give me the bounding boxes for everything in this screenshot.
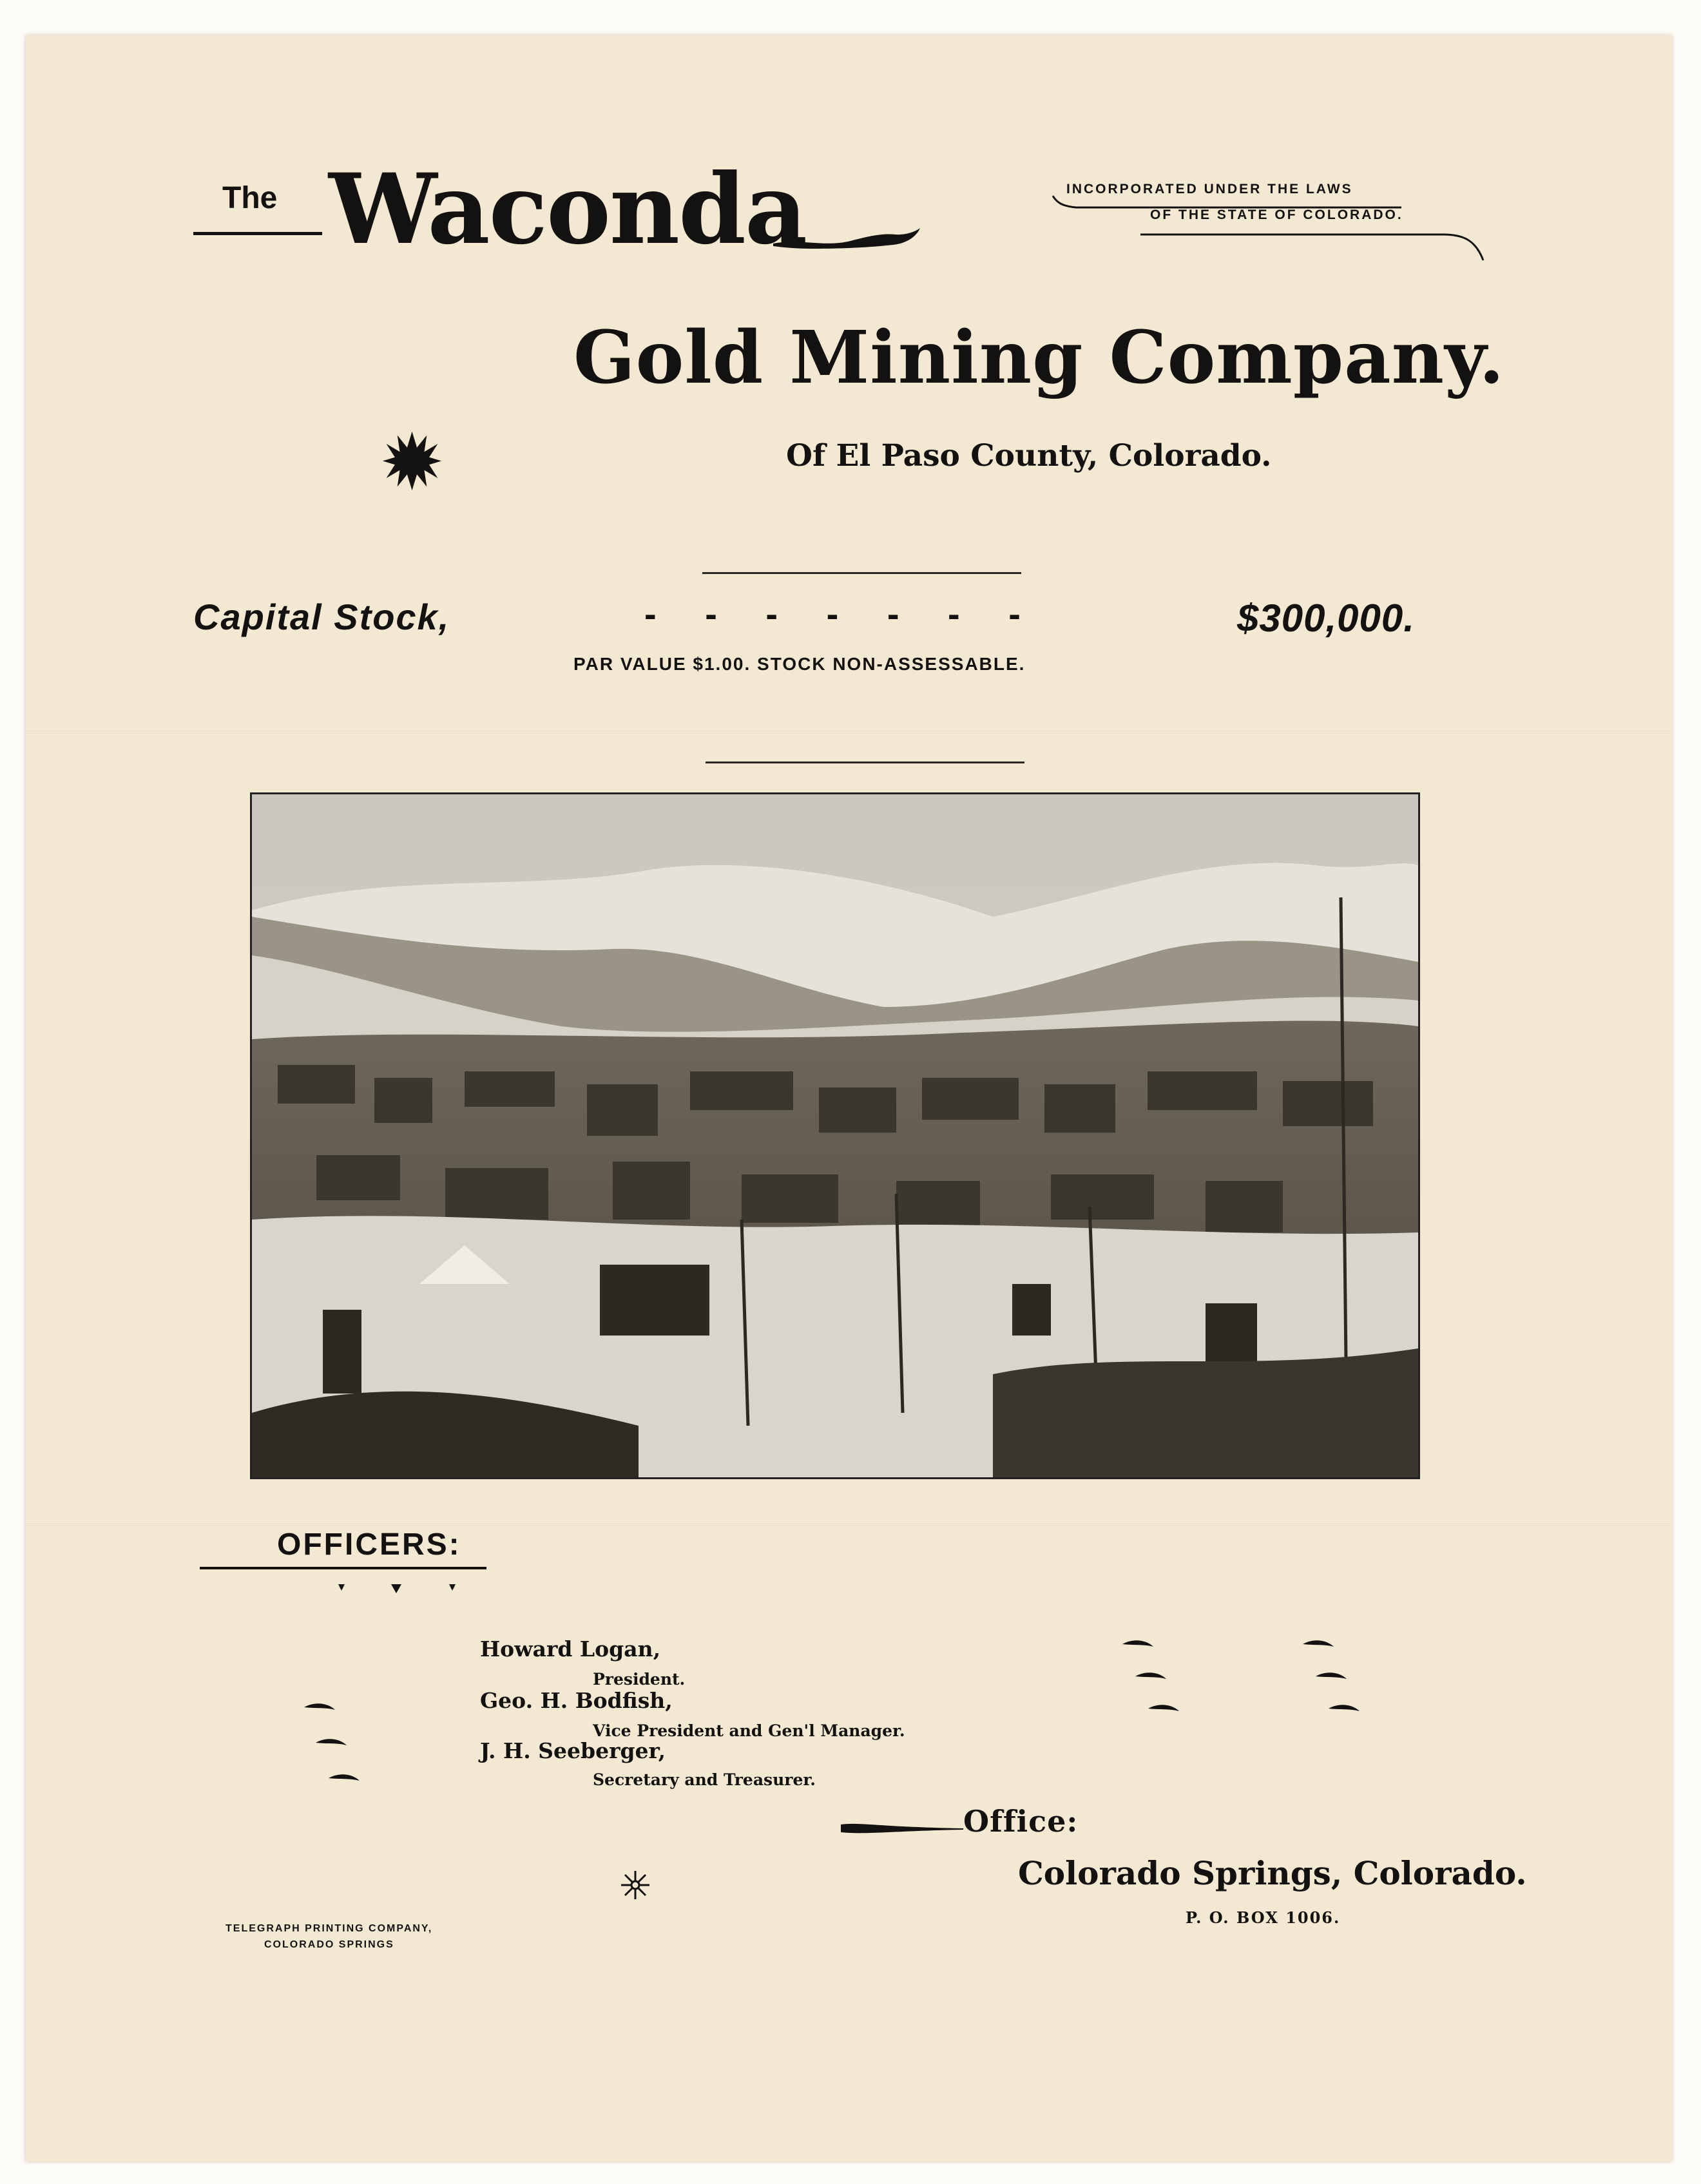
flower-ornament-icon: [619, 1868, 652, 1902]
officers-underline: [200, 1567, 486, 1569]
leaf-ornament-right-icon: [1121, 1636, 1379, 1720]
office-swash-rule: [841, 1821, 963, 1836]
officers-triangle-ornaments: [338, 1582, 461, 1595]
office-heading: Office:: [963, 1804, 1079, 1839]
title-the: The: [222, 181, 278, 215]
officer-name: Geo. H. Bodfish,: [480, 1688, 673, 1713]
mining-town-photograph: [250, 792, 1420, 1479]
po-box: P. O. BOX 1006.: [1186, 1908, 1341, 1927]
officer-title: President.: [593, 1670, 686, 1689]
company-subtitle: Gold Mining Company.: [573, 316, 1505, 400]
officer-title: Secretary and Treasurer.: [593, 1770, 816, 1789]
officer-name: J. H. Seeberger,: [480, 1738, 666, 1763]
swash-ornament-icon: [773, 219, 921, 258]
capital-stock-value: $300,000.: [1237, 597, 1415, 640]
star-ornament-icon: [381, 430, 443, 492]
title-underline: [193, 232, 322, 235]
incorporation-rules: [1050, 193, 1488, 264]
officer-name: Howard Logan,: [480, 1636, 661, 1662]
fold-line-lower: [26, 1524, 1672, 1526]
officers-heading: OFFICERS:: [277, 1528, 461, 1562]
printer-line-1: TELEGRAPH PRINTING COMPANY,: [226, 1923, 433, 1934]
incorporation-line-1: INCORPORATED UNDER THE LAWS: [1066, 182, 1353, 196]
company-name: Waconda: [329, 153, 807, 266]
landscape-illustration: [252, 794, 1418, 1477]
divider-lower: [706, 762, 1024, 763]
officer-title: Vice President and Gen'l Manager.: [593, 1721, 905, 1740]
capital-stock-label: Capital Stock,: [193, 597, 450, 637]
fold-line-upper: [26, 731, 1672, 733]
divider-upper: [702, 572, 1021, 574]
leaf-ornament-left-icon: [303, 1701, 374, 1797]
leader-dashes: - - - - - - -: [644, 593, 1021, 634]
par-value-line: PAR VALUE $1.00. STOCK NON-ASSESSABLE.: [573, 654, 1026, 674]
incorporation-line-2: OF THE STATE OF COLORADO.: [1150, 207, 1403, 222]
county-line: Of El Paso County, Colorado.: [786, 438, 1272, 474]
printer-line-2: COLORADO SPRINGS: [264, 1939, 394, 1950]
office-city: Colorado Springs, Colorado.: [1018, 1854, 1527, 1892]
